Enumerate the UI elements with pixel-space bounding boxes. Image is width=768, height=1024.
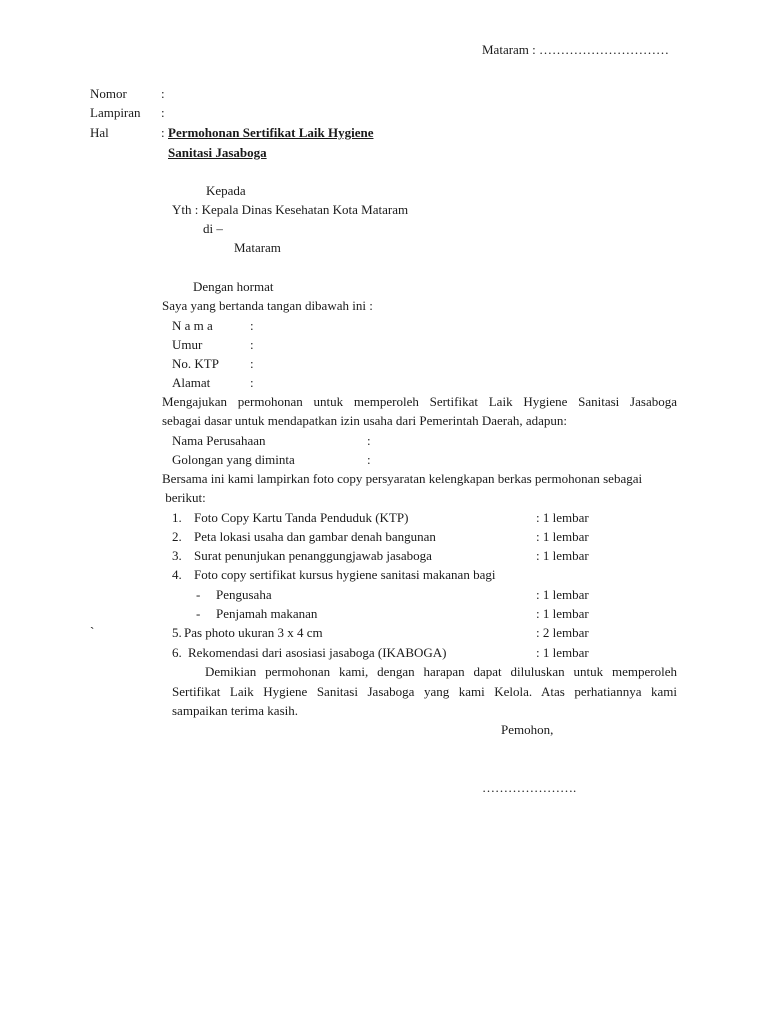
list-item-text: Surat penunjukan penanggungjawab jasaboga: [194, 548, 432, 563]
list-item-text: Rekomendasi dari asosiasi jasaboga (IKABOGA): [188, 645, 447, 660]
meta-label-nomor: Nomor: [90, 86, 127, 101]
field-colon: :: [367, 452, 371, 467]
field-label-umur: Umur: [172, 337, 203, 352]
field-label-ktp: No. KTP: [172, 356, 219, 371]
meta-label-lampiran: Lampiran: [90, 105, 141, 120]
sub-item-dash: -: [196, 587, 201, 602]
list-item-qty: : 1 lembar: [536, 529, 589, 544]
list-item-qty: : 1 lembar: [536, 548, 589, 563]
list-item-text: Pas photo ukuran 3 x 4 cm: [184, 625, 323, 640]
meta-colon: :: [161, 125, 165, 140]
field-label-perusahaan: Nama Perusahaan: [172, 433, 266, 448]
list-item-text: Peta lokasi usaha dan gambar denah bangunan: [194, 529, 436, 544]
request-line-2: sebagai dasar untuk mendapatkan izin usaha dari Pemerintah Daerah, adapun:: [162, 413, 568, 428]
closing-line-1: Demikian permohonan kami, dengan harapan dapat diluluskan untuk memperoleh: [205, 664, 677, 679]
list-item-number: 5.: [172, 625, 182, 640]
subject-line-1: Permohonan Sertifikat Laik Hygiene: [168, 125, 374, 140]
stray-mark: `: [90, 624, 95, 639]
sub-item-text: Penjamah makanan: [216, 606, 318, 621]
field-colon: :: [250, 337, 254, 352]
closing-line-3: sampaikan terima kasih.: [172, 703, 298, 718]
list-item-qty: : 2 lembar: [536, 625, 589, 640]
meta-colon: :: [161, 86, 165, 101]
list-item-qty: : 1 lembar: [536, 510, 589, 525]
list-item-qty: : 1 lembar: [536, 606, 589, 621]
list-item-text: Foto copy sertifikat kursus hygiene sanitasi makanan bagi: [194, 567, 496, 582]
attach-intro-line-1: Bersama ini kami lampirkan foto copy persyaratan kelengkapan berkas permohonan sebagai: [162, 471, 643, 486]
sub-item-text: Pengusaha: [216, 587, 272, 602]
field-label-alamat: Alamat: [172, 375, 211, 390]
signature-label: Pemohon,: [501, 722, 554, 737]
recipient-city: Mataram: [234, 240, 281, 255]
intro-text: Saya yang bertanda tangan dibawah ini :: [162, 298, 373, 313]
list-item-qty: : 1 lembar: [536, 587, 589, 602]
field-colon: :: [367, 433, 371, 448]
list-item-qty: : 1 lembar: [536, 645, 589, 660]
recipient-yth: Yth : Kepala Dinas Kesehatan Kota Mataram: [172, 202, 409, 217]
field-colon: :: [250, 375, 254, 390]
closing-line-2: Sertifikat Laik Hygiene Sanitasi Jasaboga yang kami Kelola. Atas perhatiannya kami: [172, 684, 677, 699]
meta-label-hal: Hal: [90, 125, 109, 140]
list-item-number: 3.: [172, 548, 182, 563]
field-colon: :: [250, 356, 254, 371]
recipient-kepada: Kepada: [206, 183, 246, 198]
subject-line-2: Sanitasi Jasaboga: [168, 145, 267, 160]
greeting: Dengan hormat: [193, 279, 274, 294]
recipient-di: di –: [203, 221, 223, 236]
list-item-number: 6.: [172, 645, 182, 660]
field-label-nama: N a m a: [172, 318, 213, 333]
sub-item-dash: -: [196, 606, 201, 621]
list-item-number: 1.: [172, 510, 182, 525]
place-date: Mataram : …………………………: [482, 42, 670, 57]
list-item-number: 2.: [172, 529, 182, 544]
field-label-golongan: Golongan yang diminta: [172, 452, 295, 467]
request-line-1: Mengajukan permohonan untuk memperoleh Sertifikat Laik Hygiene Sanitasi Jasaboga: [162, 394, 677, 409]
meta-colon: :: [161, 105, 165, 120]
attach-intro-line-2: berikut:: [162, 490, 206, 505]
list-item-number: 4.: [172, 567, 182, 582]
list-item-text: Foto Copy Kartu Tanda Penduduk (KTP): [194, 510, 409, 525]
field-colon: :: [250, 318, 254, 333]
signature-line: ………………….: [482, 780, 577, 795]
